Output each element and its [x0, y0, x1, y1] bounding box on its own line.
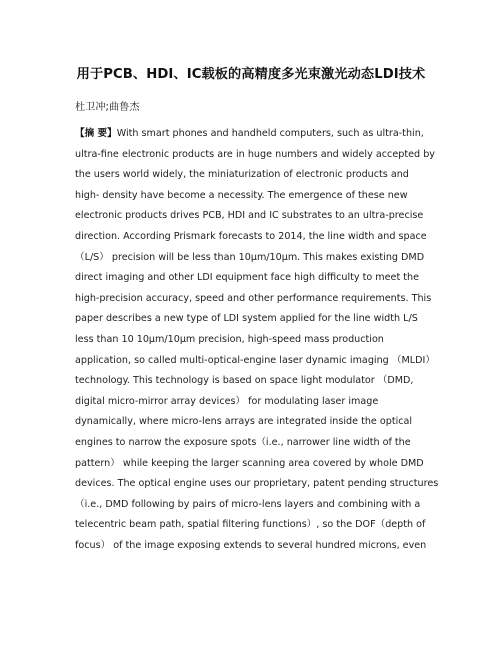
- paper-title: 用于PCB、HDI、IC载板的高精度多光束激光动态LDI技术: [76, 67, 426, 82]
- abstract-line: dynamically, where micro-lens arrays are integrated inside the optical: [75, 416, 413, 428]
- abstract: [75, 124, 439, 556]
- abstract-line: the users world widely, the miniaturization of electronic products and: [75, 169, 409, 181]
- abstract-line: digital micro-mirror array devices） for modulating laser image: [75, 395, 379, 407]
- abstract-line: （i.e., DMD following by pairs of micro-lens layers and combining with a: [75, 498, 421, 510]
- abstract-label: 【摘 要】: [75, 128, 117, 139]
- abstract-line: telecentric beam path, spatial filtering functions）, so the DOF（depth of: [75, 519, 426, 531]
- abstract-line-text: With smart phones and handheld computers, such as ultra-thin,: [116, 128, 424, 139]
- abstract-line: ultra-fine electronic products are in huge numbers and widely accepted by: [75, 148, 435, 160]
- abstract-line: high-precision accuracy, speed and other performance requirements. This: [75, 292, 432, 304]
- abstract-line: paper describes a new type of LDI system applied for the line width L/S: [75, 313, 418, 325]
- abstract-line: engines to narrow the exposure spots（i.e., narrower line width of the: [75, 436, 411, 448]
- abstract-line: less than 10 10μm/10μm precision, high-speed mass production: [75, 333, 384, 345]
- abstract-line: direct imaging and other LDI equipment face high difficulty to meet the: [75, 272, 420, 284]
- abstract-line: application, so called multi-optical-engine laser dynamic imaging （MLDI）: [75, 354, 435, 366]
- abstract-line: electronic products drives PCB, HDI and IC substrates to an ultra-precise: [75, 210, 424, 222]
- abstract-line: high- density have become a necessity. The emergence of these new: [75, 189, 408, 201]
- abstract-line: [75, 124, 435, 145]
- abstract-line: pattern） while keeping the larger scanning area covered by whole DMD: [75, 457, 424, 469]
- paper-authors: 杜卫冲;曲鲁杰: [75, 102, 140, 113]
- abstract-line: direction. According Prismark forecasts to 2014, the line width and space: [75, 230, 427, 242]
- abstract-line: technology. This technology is based on space light modulator （DMD,: [75, 375, 414, 387]
- abstract-line: devices. The optical engine uses our proprietary, patent pending structures: [75, 478, 439, 490]
- abstract-line: （L/S） precision will be less than 10μm/10μm. This makes existing DMD: [75, 251, 425, 263]
- abstract-line: focus） of the image exposing extends to several hundred microns, even: [75, 539, 427, 551]
